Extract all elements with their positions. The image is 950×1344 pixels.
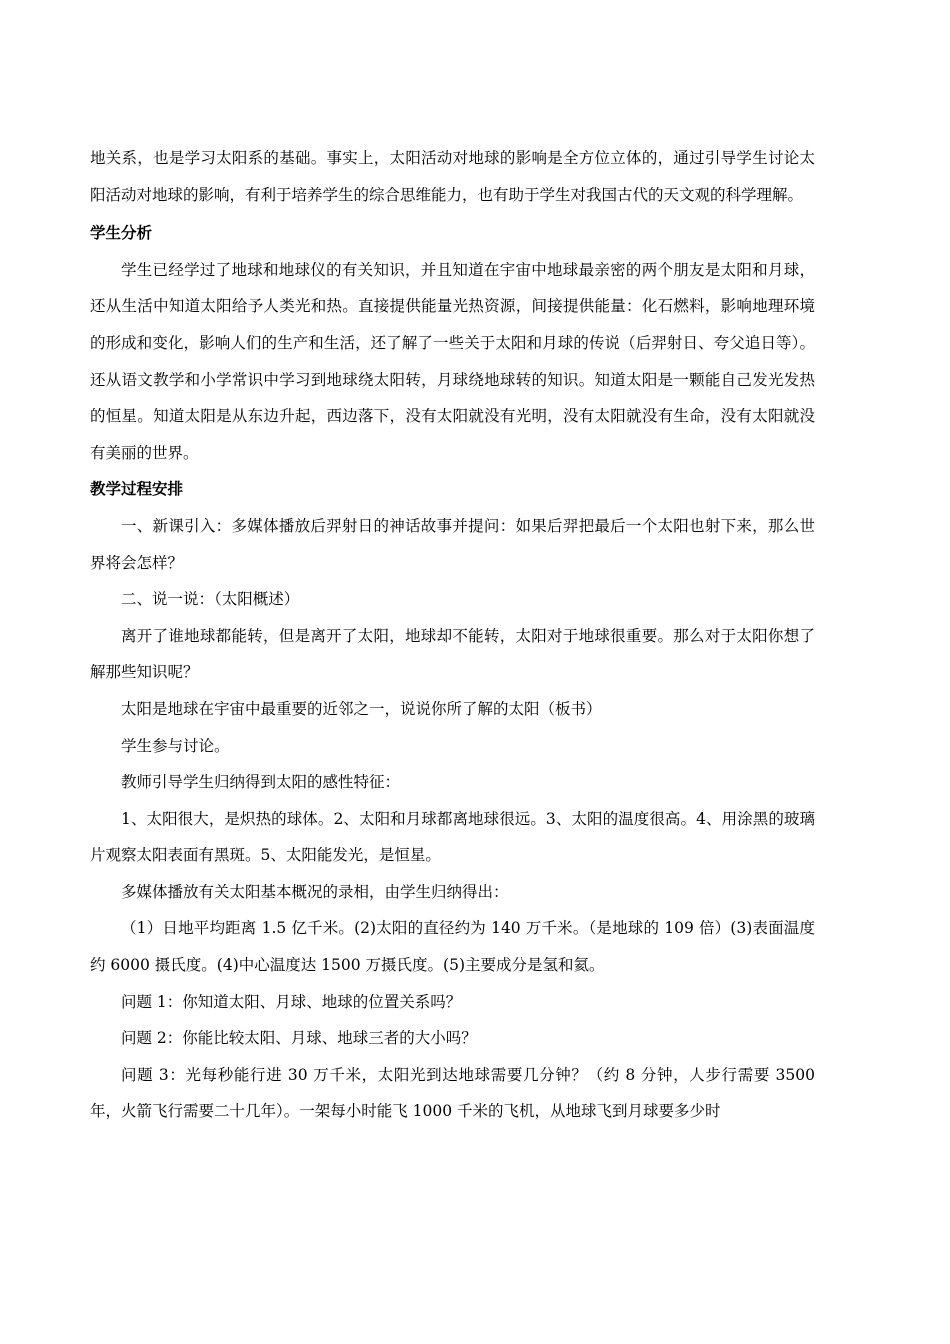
- question-3-paragraph: 问题 3：光每秒能行进 30 万千米，太阳光到达地球需要几分钟？（约 8 分钟，人步行需要 3500 年，火箭飞行需要二十几年）。一架每小时能飞 1000 千米的飞机，从地球飞到月球要多少时: [90, 1065, 815, 1121]
- student-analysis-heading: 学生分析: [90, 224, 153, 243]
- multimedia-video-paragraph: 多媒体播放有关太阳基本概况的录相，由学生归纳得出：: [121, 882, 509, 901]
- new-lesson-intro-paragraph: 一、新课引入：多媒体播放后羿射日的神话故事并提问：如果后羿把最后一个太阳也射下来，那么世界将会怎样？: [90, 516, 815, 572]
- document-body: [90, 140, 815, 1130]
- sun-importance-paragraph: 离开了谁地球都能转，但是离开了太阳，地球却不能转，太阳对于地球很重要。那么对于太阳你想了解那些知识呢？: [90, 626, 815, 682]
- sun-facts-paragraph: （1）日地平均距离 1.5 亿千米。(2)太阳的直径约为 140 万千米。（是地球的 109 倍）(3)表面温度约 6000 摄氏度。(4)中心温度达 1500 万摄氏度。(5)主要成分是氢和氦。: [90, 919, 815, 975]
- student-discussion-paragraph: 学生参与讨论。: [121, 736, 230, 755]
- say-section-title: 二、说一说：（太阳概述）: [121, 590, 300, 609]
- sun-neighbor-paragraph: 太阳是地球在宇宙中最重要的近邻之一，说说你所了解的太阳（板书）: [121, 699, 602, 718]
- question-1-paragraph: 问题 1：你知道太阳、月球、地球的位置关系吗？: [121, 992, 462, 1011]
- intro-continuation-paragraph: 地关系，也是学习太阳系的基础。事实上，太阳活动对地球的影响是全方位立体的，通过引导学生讨论太阳活动对地球的影响，有利于培养学生的综合思维能力，也有助于学生对我国古代的天文观的科学理解。: [90, 149, 815, 204]
- teacher-guidance-paragraph: 教师引导学生归纳得到太阳的感性特征：: [121, 773, 401, 792]
- teaching-process-heading: 教学过程安排: [90, 480, 184, 499]
- question-2-paragraph: 问题 2：你能比较太阳、月球、地球三者的大小吗？: [121, 1029, 477, 1048]
- sun-features-paragraph: 1、太阳很大，是炽热的球体。2、太阳和月球都离地球很远。3、太阳的温度很高。4、用涂黑的玻璃片观察太阳表面有黑斑。5、太阳能发光，是恒星。: [90, 809, 815, 865]
- student-analysis-paragraph: 学生已经学过了地球和地球仪的有关知识，并且知道在宇宙中地球最亲密的两个朋友是太阳和月球，还从生活中知道太阳给予人类光和热。直接提供能量光热资源，间接提供能量：化石燃料，影响地理环境的形成和变化，影响人们的生产和生活，还了解了一些关于太阳和月球的传说（后羿射日、夸父追日等）。还从语文教学和小学常识中学习到地球绕太阳转，月球绕地球转的知识。知道太阳是一颗能自己发光发热的恒星。知道太阳是从东边升起，西边落下，没有太阳就没有光明，没有太阳就没有生命，没有太阳就没有美丽的世界。: [90, 260, 815, 462]
